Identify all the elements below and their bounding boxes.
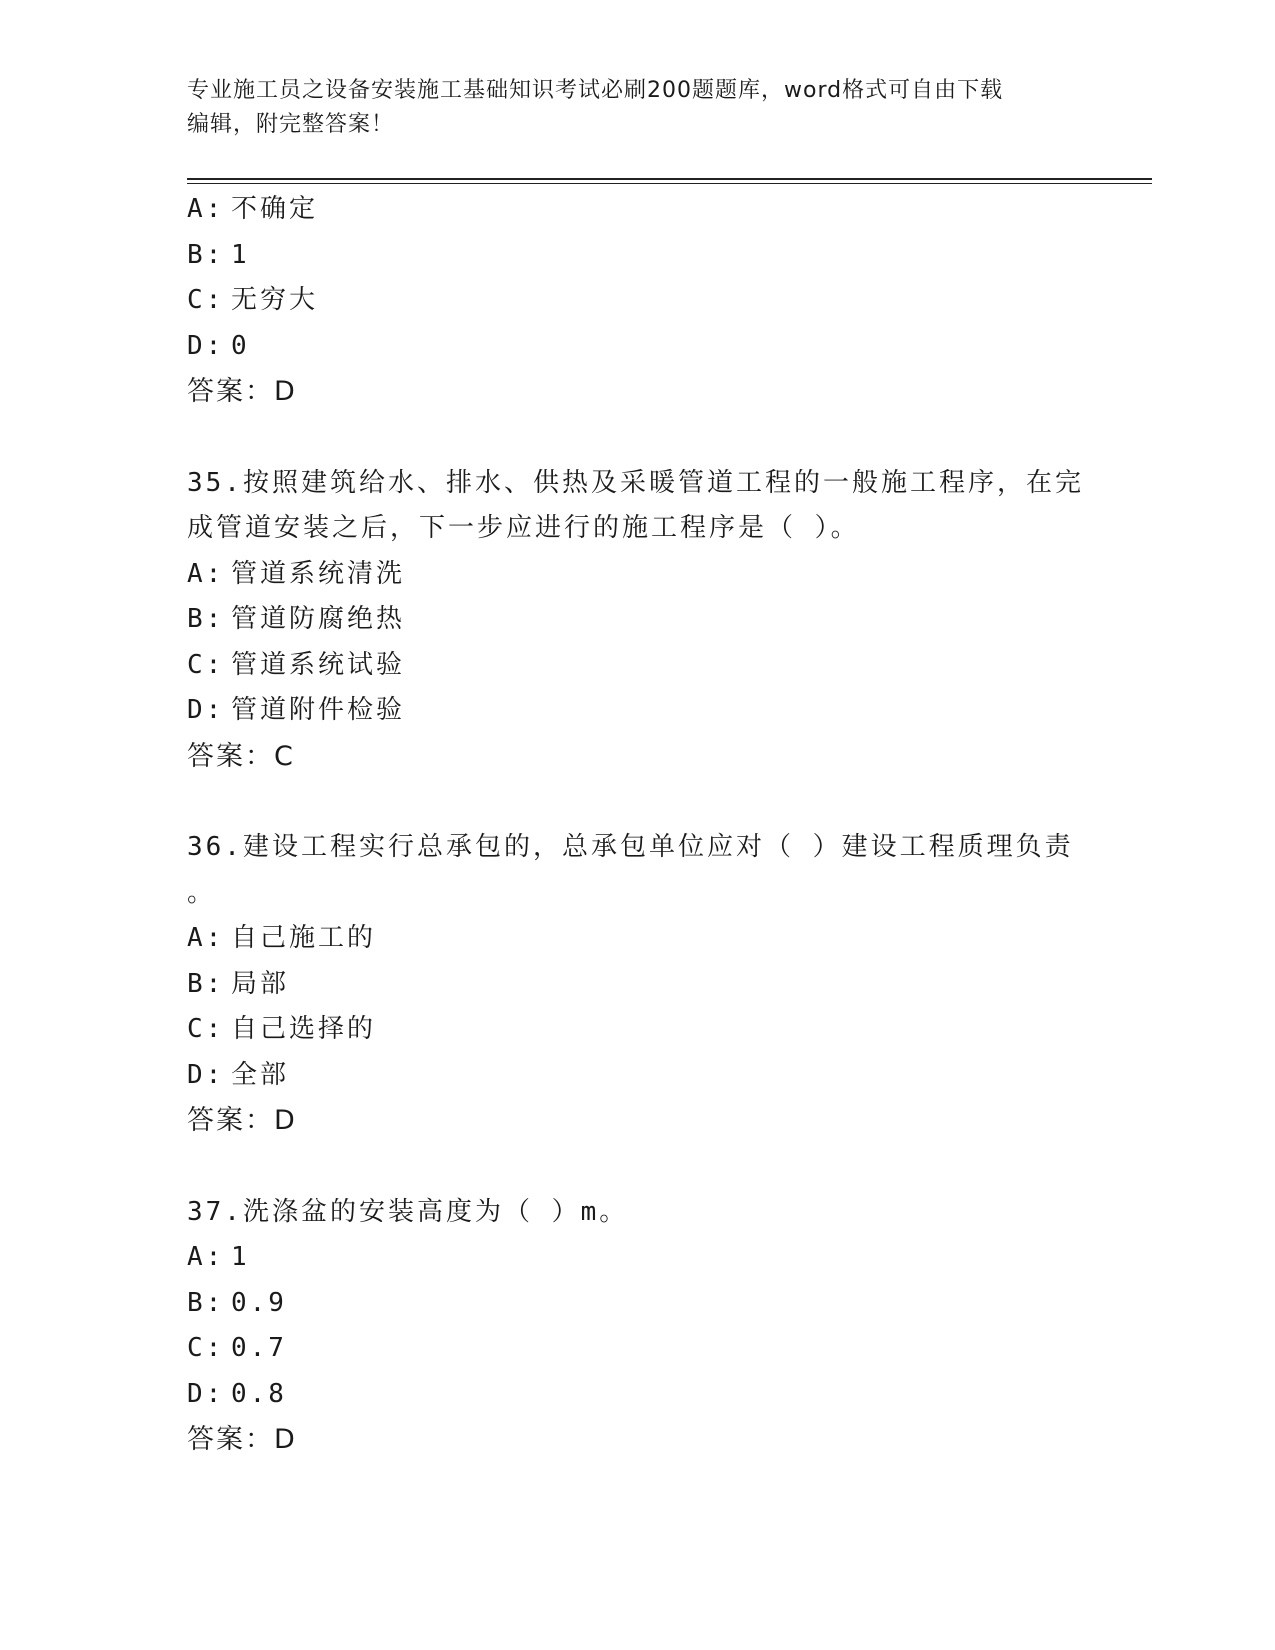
option-b <box>187 597 1087 643</box>
question-list <box>187 187 1087 1463</box>
option-text: 0.8 <box>231 1378 287 1409</box>
option-c <box>187 1326 1087 1372</box>
option-text: 0.7 <box>231 1333 287 1363</box>
answer-line: 答案：D <box>187 1424 297 1455</box>
option-b <box>187 233 1087 279</box>
option-letter: B: <box>187 604 225 634</box>
option-text: 管道附件检验 <box>231 695 406 725</box>
option-text: 无穷大 <box>231 285 319 315</box>
option-text: 管道防腐绝热 <box>231 604 406 634</box>
spacer <box>187 415 1087 461</box>
option-d <box>187 1053 1087 1099</box>
question-stem-line-1: 36.建设工程实行总承包的，总承包单位应对（ ）建设工程质理负责 <box>187 832 1074 862</box>
option-text: 局部 <box>231 968 290 999</box>
question-stem-line-1: 35.按照建筑给水、排水、供热及采暖管道工程的一般施工程序，在完 <box>187 467 1084 498</box>
option-letter: B: <box>187 239 225 270</box>
option-letter: C: <box>187 1014 225 1044</box>
header-title-line-1: 专业施工员之设备安装施工基础知识考试必刷200题题库，word格式可自由下载 <box>187 78 1004 103</box>
option-a <box>187 1235 1087 1281</box>
question-37 <box>187 1190 1087 1463</box>
option-text: 管道系统清洗 <box>231 558 406 589</box>
spacer <box>187 1144 1087 1190</box>
option-letter: B: <box>187 968 225 999</box>
option-text: 0 <box>231 330 250 361</box>
header-rule-thin <box>187 183 1152 184</box>
option-c <box>187 643 1087 689</box>
question-stem <box>187 461 1087 552</box>
option-text: 自己施工的 <box>231 923 377 953</box>
option-a <box>187 552 1087 598</box>
option-letter: C: <box>187 649 225 680</box>
spacer <box>187 779 1087 825</box>
option-letter: A: <box>187 1242 225 1272</box>
option-a <box>187 187 1087 233</box>
option-letter: D: <box>187 695 225 725</box>
option-letter: C: <box>187 1333 225 1363</box>
option-letter: A: <box>187 194 225 224</box>
option-b <box>187 1281 1087 1327</box>
option-text: 1 <box>231 1242 250 1272</box>
question-35 <box>187 461 1087 780</box>
header-title-line-2: 编辑，附完整答案！ <box>187 112 395 137</box>
option-b <box>187 962 1087 1008</box>
option-d <box>187 1372 1087 1418</box>
option-letter: D: <box>187 1378 225 1409</box>
question-stem-line-2: 。 <box>187 877 217 908</box>
option-d <box>187 688 1087 734</box>
question-stem-line-2: 成管道安装之后，下一步应进行的施工程序是（ ）。 <box>187 513 860 543</box>
option-text: 不确定 <box>231 194 319 224</box>
option-d <box>187 324 1087 370</box>
option-letter: A: <box>187 558 225 589</box>
question-stem-line-1: 37.洗涤盆的安装高度为（ ）m。 <box>187 1196 629 1227</box>
question-stem <box>187 825 1087 916</box>
option-letter: D: <box>187 330 225 361</box>
question-stem <box>187 1190 1087 1236</box>
option-letter: A: <box>187 923 225 953</box>
answer-line: 答案：D <box>187 1105 297 1136</box>
option-text: 管道系统试验 <box>231 649 406 680</box>
option-c <box>187 1007 1087 1053</box>
header-rule-thick <box>187 178 1152 180</box>
document-header <box>187 74 1067 142</box>
question-36 <box>187 825 1087 1144</box>
option-c <box>187 278 1087 324</box>
option-text: 自己选择的 <box>231 1014 377 1044</box>
option-text: 1 <box>231 239 250 270</box>
answer-line: 答案：C <box>187 740 295 772</box>
option-letter: C: <box>187 285 225 315</box>
option-a <box>187 916 1087 962</box>
option-letter: D: <box>187 1059 225 1090</box>
option-letter: B: <box>187 1287 225 1318</box>
option-text: 全部 <box>231 1059 290 1090</box>
question-34 <box>187 187 1087 415</box>
option-text: 0.9 <box>231 1287 287 1318</box>
answer-line: 答案：D <box>187 376 297 407</box>
